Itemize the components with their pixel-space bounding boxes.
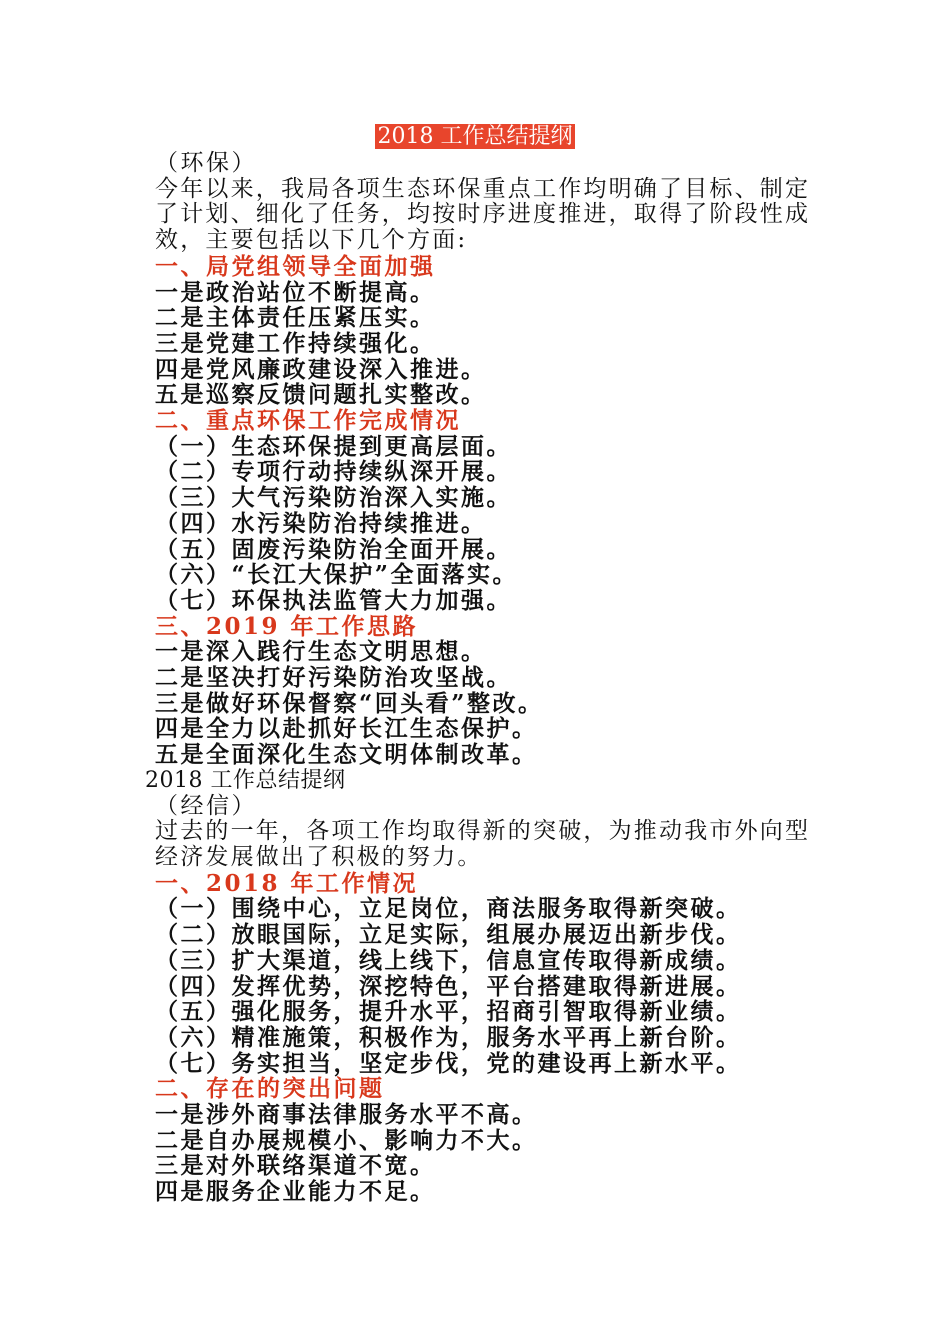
section-heading: 一、局党组领导全面加强 — [155, 252, 436, 280]
list-item: 三是党建工作持续强化。 — [155, 329, 436, 357]
list-item: 五是巡察反馈问题扎实整改。 — [155, 381, 487, 409]
subtitle-economy: （经信） — [155, 792, 257, 819]
list-item: （四）发挥优势，深挖特色，平台搭建取得新进展。 — [155, 972, 742, 1000]
list-item: （七）环保执法监管大力加强。 — [155, 586, 512, 614]
document-body — [145, 150, 815, 1206]
second-document-title: 2018 工作总结提纲 — [145, 767, 346, 793]
list-item: （五）固废污染防治全面开展。 — [155, 535, 512, 563]
document-title-text: 2018 工作总结提纲 — [375, 124, 576, 149]
list-item: （三）扩大渠道，线上线下，信息宣传取得新成绩。 — [155, 946, 742, 974]
list-item: 三是对外联络渠道不宽。 — [155, 1152, 436, 1180]
list-item: （六）“长江大保护”全面落实。 — [155, 561, 518, 589]
list-item: 四是服务企业能力不足。 — [155, 1178, 436, 1206]
list-item: （一）生态环保提到更高层面。 — [155, 432, 512, 460]
section-heading: 一、2018 年工作情况 — [155, 869, 419, 897]
subtitle-environment: （环保） — [155, 150, 257, 176]
intro-paragraph-economy: 过去的一年，各项工作均取得新的突破，为推动我市外向型经济发展做出了积极的努力。 — [155, 818, 811, 870]
list-item: （七）务实担当，坚定步伐，党的建设再上新水平。 — [155, 1049, 742, 1077]
document-title — [0, 122, 950, 152]
list-item: 二是自办展规模小、影响力不大。 — [155, 1126, 538, 1154]
list-item: （一）围绕中心，立足岗位，商法服务取得新突破。 — [155, 895, 742, 923]
list-item: （六）精准施策，积极作为，服务水平再上新台阶。 — [155, 1023, 742, 1051]
list-item: （五）强化服务，提升水平，招商引智取得新业绩。 — [155, 998, 742, 1026]
list-item: 四是党风廉政建设深入推进。 — [155, 355, 487, 383]
list-item: 五是全面深化生态文明体制改革。 — [155, 741, 538, 769]
list-item: 四是全力以赴抓好长江生态保护。 — [155, 715, 538, 743]
section-heading: 二、存在的突出问题 — [155, 1075, 385, 1103]
section-heading: 三、2019 年工作思路 — [155, 612, 419, 640]
list-item: （三）大气污染防治深入实施。 — [155, 484, 512, 512]
list-item: 一是政治站位不断提高。 — [155, 278, 436, 306]
list-item: （二）专项行动持续纵深开展。 — [155, 458, 512, 486]
intro-paragraph-environment: 今年以来，我局各项生态环保重点工作均明确了目标、制定了计划、细化了任务，均按时序进度推进，取得了阶段性成效，主要包括以下几个方面: — [155, 175, 811, 254]
section-heading: 二、重点环保工作完成情况 — [155, 407, 461, 435]
list-item: 一是深入践行生态文明思想。 — [155, 638, 487, 666]
list-item: （二）放眼国际，立足实际，组展办展迈出新步伐。 — [155, 921, 742, 949]
list-item: 二是坚决打好污染防治攻坚战。 — [155, 664, 512, 692]
list-item: （四）水污染防治持续推进。 — [155, 509, 487, 537]
list-item: 三是做好环保督察“回头看”整改。 — [155, 689, 544, 717]
list-item: 二是主体责任压紧压实。 — [155, 304, 436, 332]
list-item: 一是涉外商事法律服务水平不高。 — [155, 1101, 538, 1129]
